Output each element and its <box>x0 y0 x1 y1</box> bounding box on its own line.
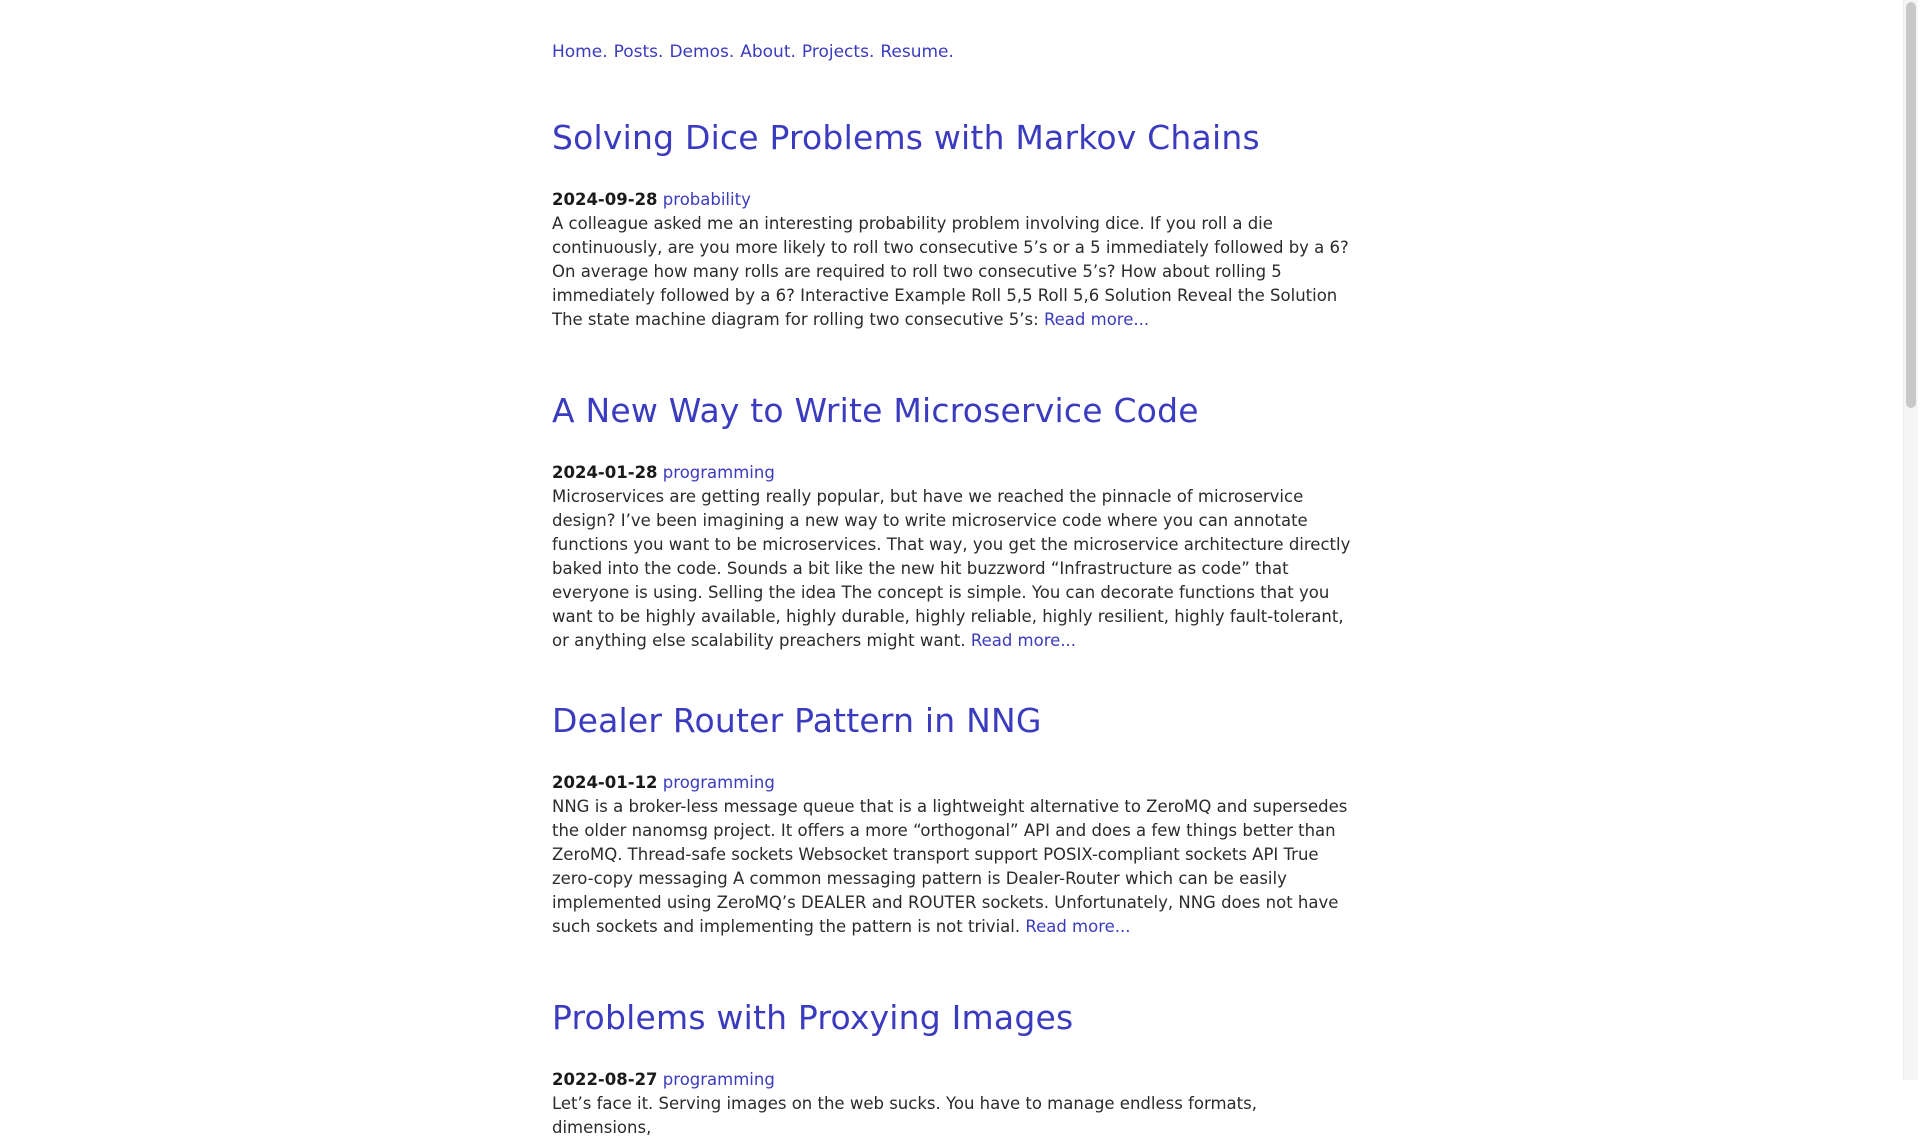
read-more-link[interactable]: Read more... <box>1043 310 1150 329</box>
nav-separator: . <box>658 42 664 62</box>
vertical-scrollbar[interactable] <box>1903 0 1918 1080</box>
nav-separator: . <box>728 42 735 62</box>
post-tag-link[interactable]: programming <box>662 463 775 482</box>
post-meta <box>552 1068 1352 1092</box>
post-excerpt <box>552 485 1352 653</box>
read-more-link[interactable]: Read more... <box>970 631 1077 650</box>
post-excerpt-text: Microservices are getting really popular, but have we reached the pinnacle of microservice design? I’ve been imagining a new way to write microservice code where you can annotate functions you want to be microservices. That way, you get the microservice architecture directly baked into the code. Sounds a bit like the new hit buzzword “Infrastructure as code” that everyone is using. Selling the idea The concept is simple. You can decorate functions that you want to be highly available, highly durable, highly reliable, highly resilient, highly fault-tolerant, or anything else scalability preachers might want. <box>552 487 1351 650</box>
post-meta <box>552 771 1352 795</box>
post-excerpt-text: Let’s face it. Serving images on the web sucks. You have to manage endless formats, dimensions, <box>552 1094 1257 1137</box>
post-excerpt-text: A colleague asked me an interesting probability problem involving dice. If you roll a die continuously, are you more likely to roll two consecutive 5’s or a 5 immediately followed by a 6? On average how many rolls are required to roll two consecutive 5’s? How about rolling 5 immediately followed by a 6? Interactive Example Roll 5,5 Roll 5,6 Solution Reveal the Solution The state machine diagram for rolling two consecutive 5’s: <box>552 214 1349 329</box>
scrollbar-thumb[interactable] <box>1906 2 1916 408</box>
post-title-link[interactable]: Solving Dice Problems with Markov Chains <box>552 118 1260 157</box>
post-title-link[interactable]: A New Way to Write Microservice Code <box>552 391 1199 430</box>
nav-projects-link[interactable]: Projects <box>801 42 869 62</box>
post-tag-link[interactable]: programming <box>662 773 775 792</box>
post-title <box>552 118 1352 158</box>
nav-separator: . <box>948 42 954 62</box>
post-item <box>552 118 1352 332</box>
post-item <box>552 701 1352 939</box>
post-meta <box>552 188 1352 212</box>
post-excerpt <box>552 795 1352 939</box>
post-title-link[interactable]: Dealer Router Pattern in NNG <box>552 701 1042 740</box>
post-excerpt <box>552 212 1352 332</box>
post-date: 2024-09-28 <box>552 190 658 209</box>
post-title <box>552 998 1352 1038</box>
post-title <box>552 701 1352 741</box>
post-excerpt-text: NNG is a broker-less message queue that is a lightweight alternative to ZeroMQ and supersedes the older nanomsg project. It offers a more “orthogonal” API and does a few things better than ZeroMQ. Thread-safe sockets Websocket transport support POSIX-compliant sockets API True zero-copy messaging A common messaging pattern is Dealer-Router which can be easily implemented using ZeroMQ’s DEALER and ROUTER sockets. Unfortunately, NNG does not have such sockets and implementing the pattern is not trivial. <box>552 797 1348 936</box>
content-column <box>552 0 1352 1140</box>
post-title <box>552 391 1352 431</box>
post-excerpt <box>552 1092 1352 1140</box>
post-date: 2024-01-12 <box>552 773 658 792</box>
post-date: 2024-01-28 <box>552 463 658 482</box>
top-nav <box>552 40 1352 64</box>
nav-separator: . <box>868 42 875 62</box>
nav-posts-link[interactable]: Posts <box>613 42 659 62</box>
nav-separator: . <box>790 42 796 62</box>
nav-home-link[interactable]: Home <box>552 42 603 62</box>
post-item <box>552 998 1352 1140</box>
read-more-link[interactable]: Read more... <box>1025 917 1131 936</box>
post-tag-link[interactable]: probability <box>662 190 751 209</box>
post-meta <box>552 461 1352 485</box>
nav-resume-link[interactable]: Resume <box>880 42 949 62</box>
post-tag-link[interactable]: programming <box>662 1070 775 1089</box>
post-item <box>552 391 1352 653</box>
nav-separator: . <box>602 42 608 62</box>
post-date: 2022-08-27 <box>552 1070 658 1089</box>
nav-demos-link[interactable]: Demos <box>669 42 729 62</box>
nav-about-link[interactable]: About <box>740 42 791 62</box>
post-title-link[interactable]: Problems with Proxying Images <box>552 998 1074 1037</box>
